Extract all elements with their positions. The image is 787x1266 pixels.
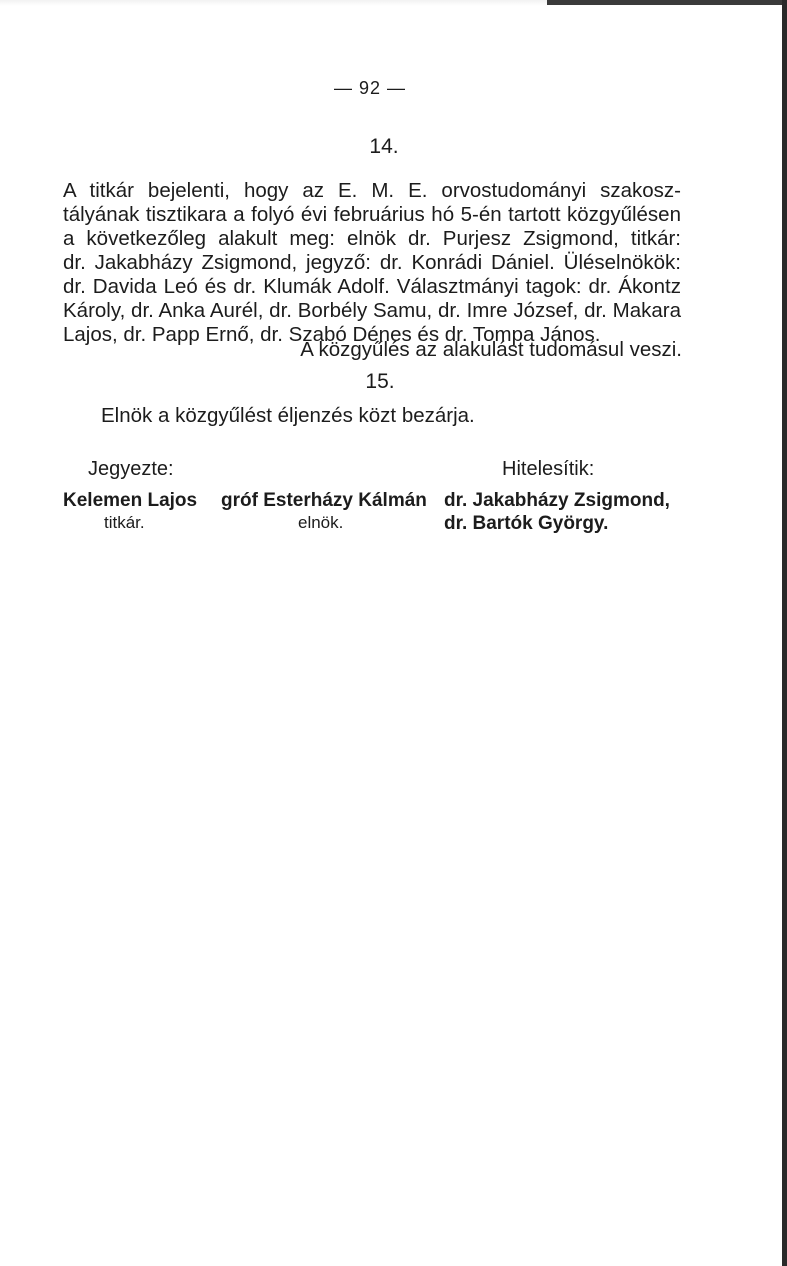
paragraph-line: A titkár bejelenti, hogy az E. M. E. orvostudományi szakosz- (63, 179, 681, 202)
authenticator-name: dr. Bartók György. (444, 513, 609, 534)
section-15-paragraph: Elnök a közgyűlést éljenzés közt bezárja. (101, 404, 475, 427)
page-edge-right (782, 0, 787, 1266)
authenticated-by-label: Hitelesítik: (502, 458, 595, 480)
paragraph-line: Károly, dr. Anka Aurél, dr. Borbély Samu, dr. Imre József, dr. Makara (63, 299, 681, 322)
paragraph-line: dr. Jakabházy Zsigmond, jegyző: dr. Konrádi Dániel. Üléselnökök: (63, 251, 681, 274)
recorded-by-label: Jegyezte: (88, 458, 174, 480)
paragraph-line: tályának tisztikara a folyó évi februárius hó 5-én tartott közgyűlésen (63, 203, 681, 226)
secretary-name: Kelemen Lajos (63, 490, 198, 511)
paragraph-line: dr. Davida Leó és dr. Klumák Adolf. Választmányi tagok: dr. Ákontz (63, 275, 681, 298)
page-edge-top-shadow (547, 0, 787, 5)
paragraph-line: a következőleg alakult meg: elnök dr. Purjesz Zsigmond, titkár: (63, 227, 681, 250)
president-title: elnök. (298, 513, 344, 532)
president-name: gróf Esterházy Kálmán (221, 490, 427, 511)
section-number-14: 14. (369, 135, 399, 158)
secretary-title: titkár. (104, 513, 145, 532)
page-number: — 92 — (333, 78, 407, 98)
section-14-closing: A közgyűlés az alakulást tudomásul veszi. (300, 338, 682, 361)
section-number-15: 15. (365, 370, 395, 393)
paragraph-line: Lajos, dr. Papp Ernő, dr. Szabó Dénes és dr. Tompa János. (63, 323, 601, 346)
authenticator-name: dr. Jakabházy Zsigmond, (444, 490, 670, 511)
section-14-paragraph (63, 179, 681, 347)
